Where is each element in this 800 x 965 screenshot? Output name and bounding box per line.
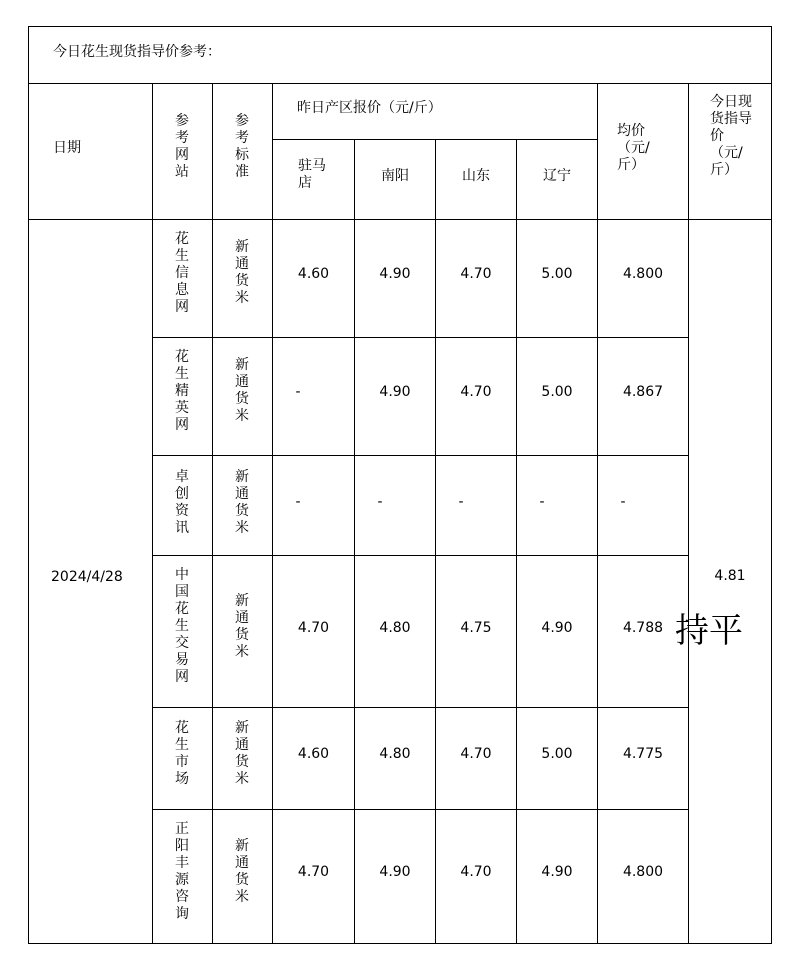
cell-liaoning: 4.90 <box>541 864 573 880</box>
cell-shandong: 4.70 <box>460 266 492 282</box>
cell-shandong: - <box>458 494 464 510</box>
cell-liaoning: 4.90 <box>541 620 573 636</box>
divider <box>516 139 517 943</box>
cell-liaoning: - <box>539 494 545 510</box>
trend-label: 持平 <box>675 611 743 651</box>
row-standard: 新通货米 <box>235 838 249 905</box>
guide-price-value: 4.81 <box>714 568 746 584</box>
row-site: 中国花生交易网 <box>175 567 189 685</box>
header-yesterday-quote: 昨日产区报价（元/斤） <box>297 100 442 116</box>
cell-zhumadian: 4.60 <box>297 746 330 762</box>
cell-avg: - <box>620 494 626 510</box>
row-site: 正阳丰源咨询 <box>175 821 189 922</box>
row-standard: 新通货米 <box>235 593 249 660</box>
divider <box>354 139 355 943</box>
header-region-liaoning: 辽宁 <box>543 168 571 184</box>
header-standard: 参考标准 <box>235 113 249 180</box>
row-site: 卓创资讯 <box>175 469 189 536</box>
cell-nanyang: 4.80 <box>379 746 411 762</box>
row-site: 花生精英网 <box>175 349 189 433</box>
header-region-shandong: 山东 <box>462 168 490 184</box>
divider <box>272 83 273 943</box>
header-region-zhumadian: 驻马店 <box>298 158 326 191</box>
cell-zhumadian: 4.70 <box>297 620 330 636</box>
cell-liaoning: 5.00 <box>541 384 573 400</box>
divider <box>152 337 688 338</box>
cell-avg: 4.775 <box>622 746 664 762</box>
cell-shandong: 4.70 <box>460 384 492 400</box>
table-caption: 今日花生现货指导价参考： <box>53 44 221 60</box>
divider <box>152 809 688 810</box>
divider <box>212 83 213 943</box>
divider <box>29 83 771 84</box>
cell-shandong: 4.75 <box>460 620 492 636</box>
cell-avg: 4.788 <box>622 620 664 636</box>
cell-nanyang: 4.90 <box>379 384 411 400</box>
row-standard: 新通货米 <box>235 239 249 306</box>
cell-nanyang: 4.80 <box>379 620 411 636</box>
divider <box>152 83 153 943</box>
divider <box>29 219 771 220</box>
cell-shandong: 4.70 <box>460 746 492 762</box>
header-site: 参考网站 <box>175 113 189 180</box>
price-table <box>28 26 772 944</box>
row-site: 花生市场 <box>175 720 189 787</box>
row-standard: 新通货米 <box>235 469 249 536</box>
divider <box>597 83 598 943</box>
cell-zhumadian: 4.60 <box>297 266 330 282</box>
header-avg-price: 均价（元/斤） <box>617 123 650 173</box>
divider <box>152 555 688 556</box>
divider <box>688 83 689 943</box>
cell-zhumadian: - <box>295 494 301 510</box>
row-standard: 新通货米 <box>235 357 249 424</box>
cell-avg: 4.867 <box>622 384 664 400</box>
cell-liaoning: 5.00 <box>541 746 573 762</box>
cell-liaoning: 5.00 <box>541 266 573 282</box>
cell-avg: 4.800 <box>622 266 664 282</box>
cell-nanyang: 4.90 <box>379 864 411 880</box>
header-region-nanyang: 南阳 <box>381 168 409 184</box>
divider <box>152 455 688 456</box>
cell-zhumadian: 4.70 <box>297 864 330 880</box>
header-guide-price: 今日现货指导价（元/斤） <box>710 94 752 178</box>
cell-zhumadian: - <box>295 384 301 400</box>
divider <box>152 707 688 708</box>
row-standard: 新通货米 <box>235 720 249 787</box>
cell-nanyang: - <box>377 494 383 510</box>
cell-shandong: 4.70 <box>460 864 492 880</box>
row-site: 花生信息网 <box>175 231 189 315</box>
cell-avg: 4.800 <box>622 864 664 880</box>
divider <box>435 139 436 943</box>
cell-nanyang: 4.90 <box>379 266 411 282</box>
date-cell: 2024/4/28 <box>51 569 123 585</box>
header-date: 日期 <box>53 140 81 156</box>
